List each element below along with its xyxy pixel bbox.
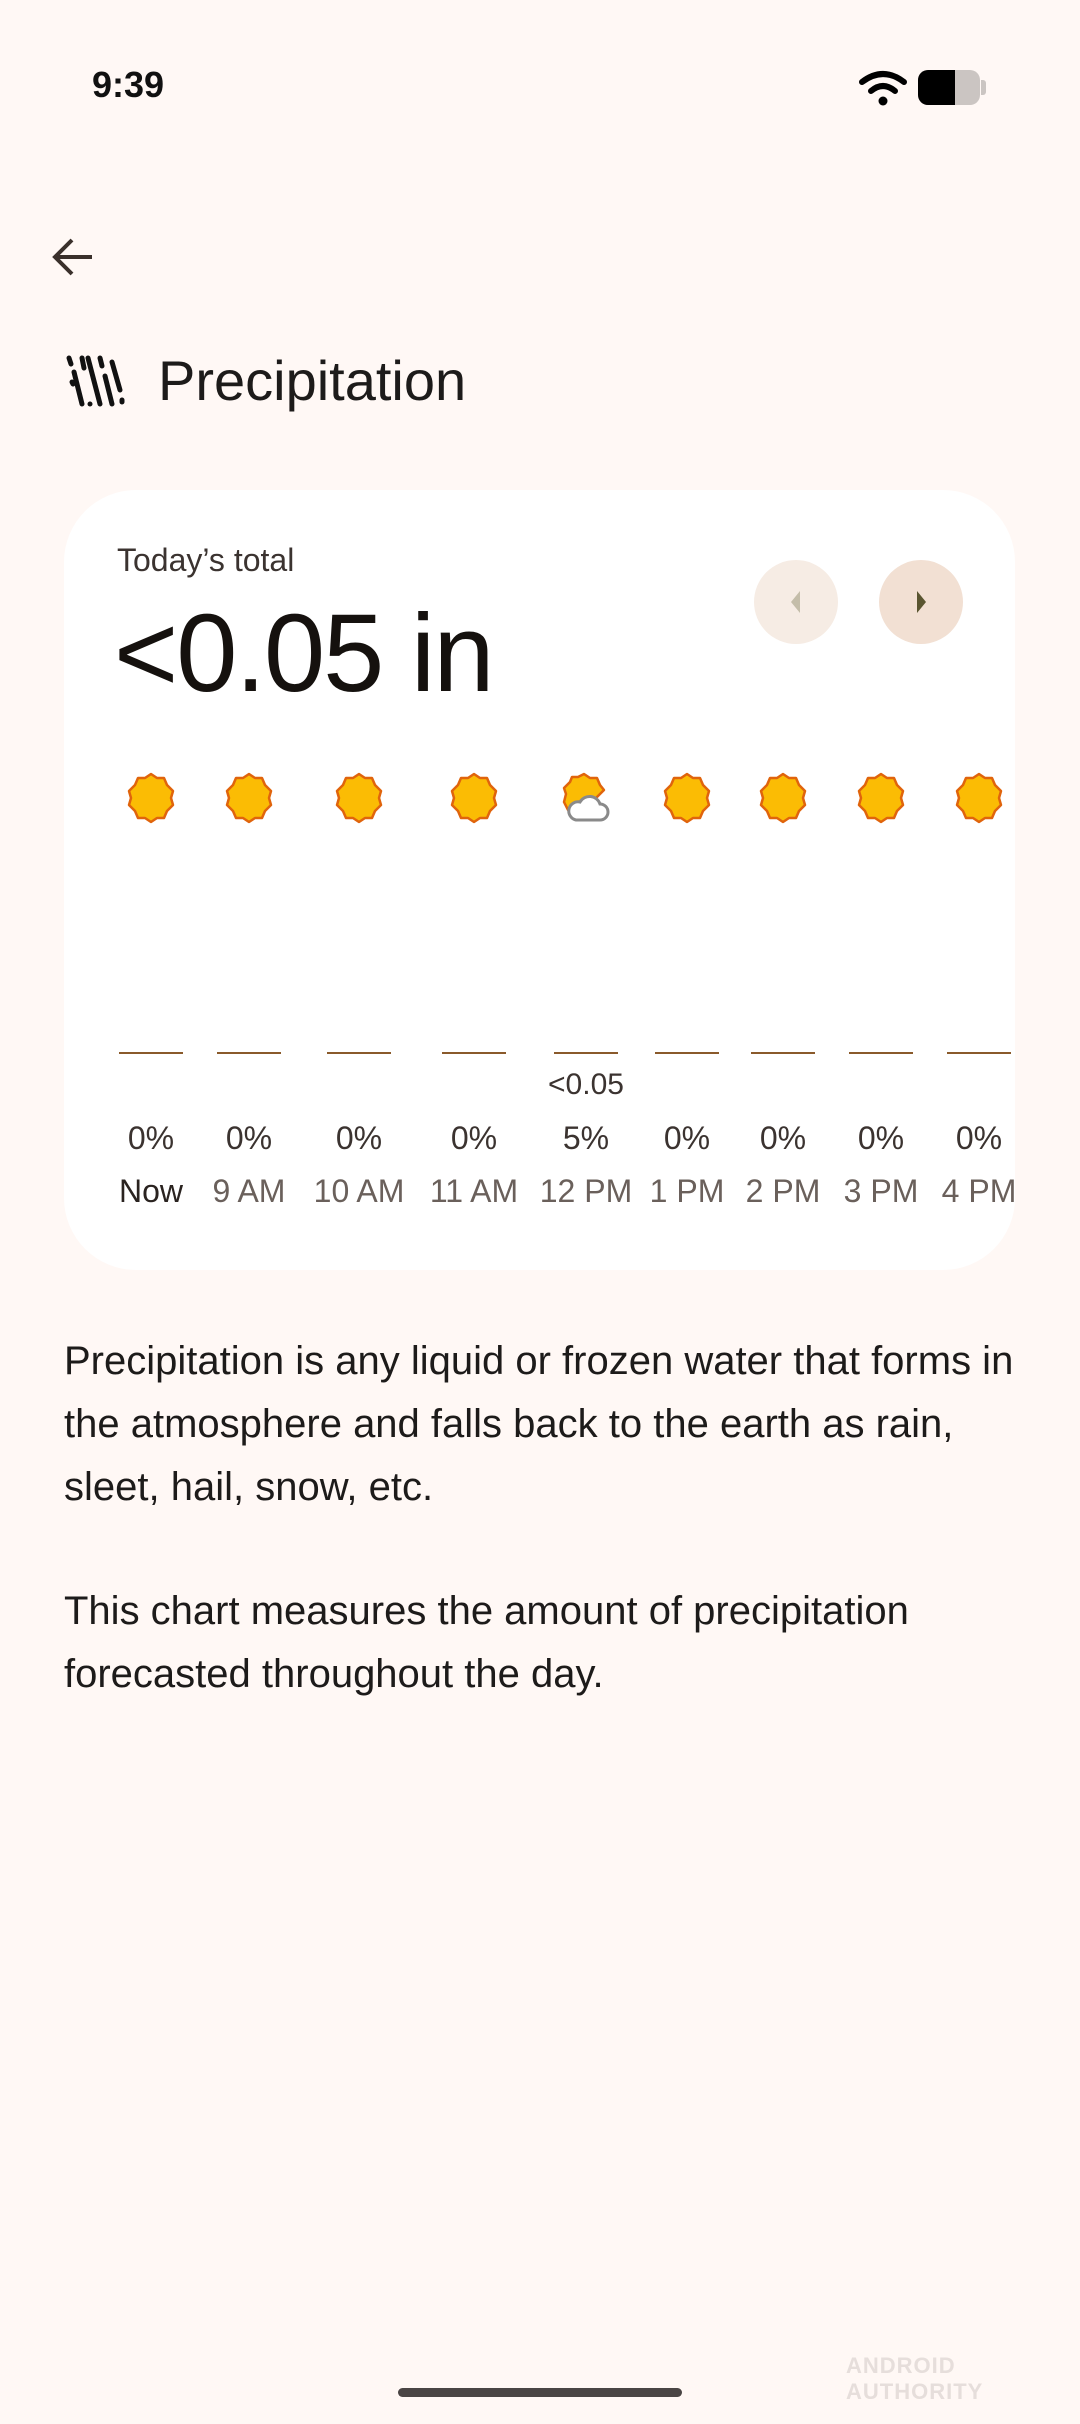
weather-icon: [663, 772, 711, 824]
sunny-icon: [857, 772, 905, 824]
precip-bar: [751, 1052, 815, 1054]
home-indicator[interactable]: [398, 2388, 682, 2397]
description-paragraph: This chart measures the amount of precipitation forecasted throughout the day.: [64, 1589, 909, 1696]
weather-icon: [857, 772, 905, 824]
precip-chance: 0%: [225, 1120, 273, 1156]
sunny-icon: [127, 772, 175, 824]
hour-label: 9 AM: [212, 1173, 286, 1209]
precipitation-card: [64, 490, 1015, 1270]
precip-chance: 0%: [335, 1120, 383, 1156]
precip-bar: [655, 1052, 719, 1054]
precip-amount: <0.05: [548, 1068, 624, 1101]
precip-chance: 0%: [759, 1120, 807, 1156]
precip-bar: [554, 1052, 618, 1054]
precip-bar: [849, 1052, 913, 1054]
precip-chance: 0%: [857, 1120, 905, 1156]
hour-column: [304, 490, 414, 1270]
battery-icon: [918, 70, 980, 105]
weather-icon: [225, 772, 273, 824]
todays-total-value: <0.05 in: [114, 592, 493, 715]
weather-icon: [955, 772, 1003, 824]
hour-label: 1 PM: [649, 1173, 725, 1209]
precip-chance: 0%: [450, 1120, 498, 1156]
precip-chance: 0%: [127, 1120, 175, 1156]
battery-tip: [981, 80, 986, 95]
sunny-icon: [225, 772, 273, 824]
precip-bar: [119, 1052, 183, 1054]
weather-icon: [127, 772, 175, 824]
precip-chance: 5%: [562, 1120, 610, 1156]
sunny-icon: [955, 772, 1003, 824]
precip-bar: [217, 1052, 281, 1054]
arrow-left-icon[interactable]: [48, 232, 98, 282]
sunny-icon: [663, 772, 711, 824]
todays-total-label: Today’s total: [117, 542, 295, 578]
hour-label: 3 PM: [843, 1173, 919, 1209]
weather-icon: [450, 772, 498, 824]
hour-label: 12 PM: [539, 1173, 633, 1209]
weather-icon: [759, 772, 807, 824]
precipitation-icon: [64, 354, 144, 410]
hour-label: Now: [118, 1173, 183, 1209]
sunny-icon: [759, 772, 807, 824]
hour-label: 2 PM: [745, 1173, 821, 1209]
hour-label: 10 AM: [313, 1173, 405, 1209]
hour-column: [924, 490, 1034, 1270]
precip-chance: 0%: [955, 1120, 1003, 1156]
page-title: Precipitation: [158, 349, 467, 412]
precip-bar: [327, 1052, 391, 1054]
hour-label: 11 AM: [429, 1173, 519, 1209]
sunny-icon: [450, 772, 498, 824]
wifi-icon: [858, 68, 908, 108]
sunny-icon: [335, 772, 383, 824]
weather-icon: [335, 772, 383, 824]
partly-cloudy-icon: [562, 772, 610, 824]
description-paragraph: Precipitation is any liquid or frozen water that forms in the atmosphere and falls back to the earth as rain, sleet, hail, snow, etc.: [64, 1339, 1014, 1509]
precip-chance: 0%: [663, 1120, 711, 1156]
precip-bar: [947, 1052, 1011, 1054]
hour-label: 4 PM: [941, 1173, 1017, 1209]
status-time: 9:39: [92, 64, 165, 105]
watermark: ANDROID AUTHORITY: [846, 2353, 984, 2404]
precip-bar: [442, 1052, 506, 1054]
weather-icon: [562, 772, 610, 824]
